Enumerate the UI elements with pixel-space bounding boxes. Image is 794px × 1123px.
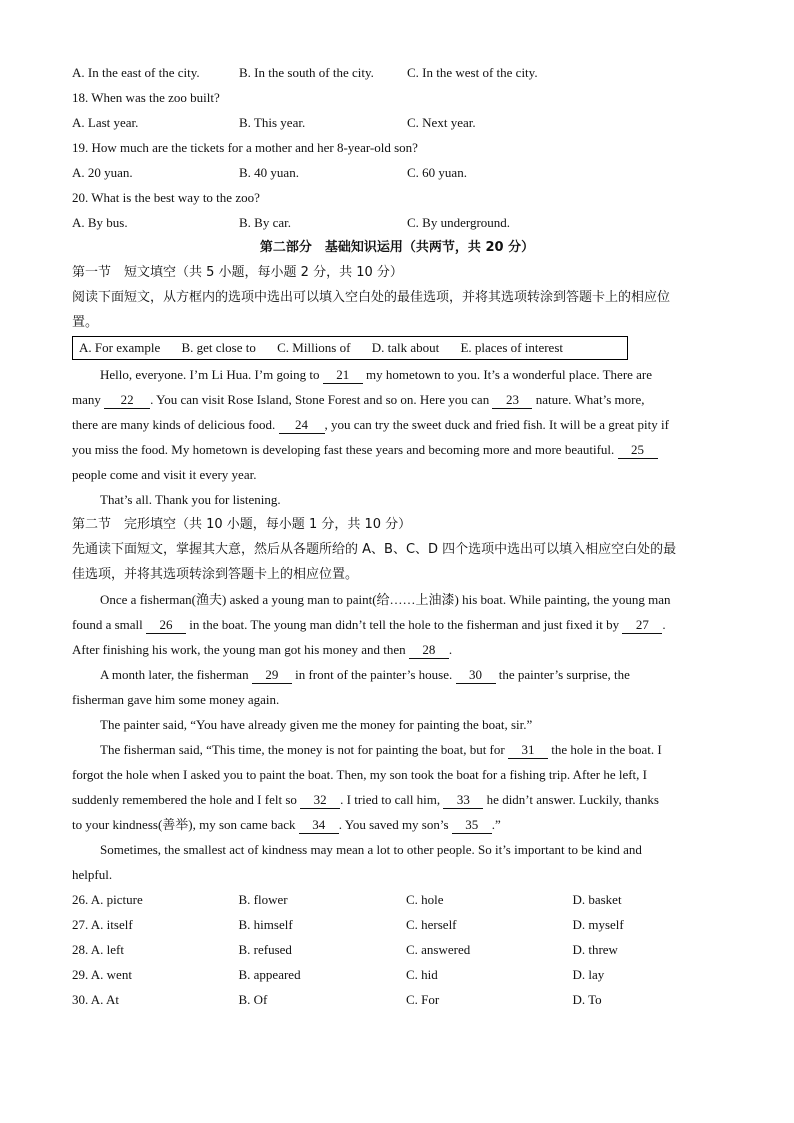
q20-stem: 20. What is the best way to the zoo? <box>72 190 260 205</box>
text: Hello, everyone. I’m Li Hua. I’m going to <box>100 367 323 382</box>
option-a: 27. A. itself <box>72 917 133 932</box>
exam-page <box>72 60 722 1012</box>
option-a: 29. A. went <box>72 967 132 982</box>
text: . You can visit Rose Island, Stone Forest and so on. Here you can <box>150 392 493 407</box>
answer-row-27 <box>72 912 722 937</box>
q18-stem: 18. When was the zoo built? <box>72 90 220 105</box>
passage2-line <box>72 812 722 837</box>
option-c: C. hole <box>405 892 444 907</box>
option-b: B. appeared <box>238 967 301 982</box>
option-b: B. By car. <box>239 215 291 230</box>
text: the painter’s surprise, the <box>495 667 630 682</box>
q18-options <box>72 110 722 135</box>
blank-26: 26 <box>146 617 186 634</box>
text: .” <box>491 817 501 832</box>
text: found a small <box>72 617 147 632</box>
passage2-line <box>72 737 722 762</box>
box-option-b: B. get close to <box>181 340 256 355</box>
blank-32: 32 <box>300 792 340 809</box>
option-c: C. herself <box>405 917 457 932</box>
box-option-e: E. places of interest <box>460 340 563 355</box>
blank-35: 35 <box>452 817 492 834</box>
option-d: D. To <box>572 992 602 1007</box>
option-a: 30. A. At <box>72 992 119 1007</box>
answer-row-26 <box>72 887 722 912</box>
option-b: B. In the south of the city. <box>239 65 374 80</box>
answer-row-28 <box>72 937 722 962</box>
option-a: A. By bus. <box>72 215 128 230</box>
passage2-line <box>72 662 722 687</box>
blank-22: 22 <box>104 392 150 409</box>
option-c: C. Next year. <box>407 115 476 130</box>
option-b: B. Of <box>238 992 268 1007</box>
text: in the boat. The young man didn’t tell the hole to the fisherman and just fixed it by <box>186 617 623 632</box>
option-c: C. By underground. <box>407 215 511 230</box>
text: he didn’t answer. Luckily, thanks <box>483 792 659 807</box>
passage2-line: fisherman gave him some money again. <box>72 692 280 707</box>
option-c: C. answered <box>405 942 471 957</box>
text: . <box>662 617 666 632</box>
blank-25: 25 <box>618 442 658 459</box>
text: you miss the food. My hometown is developing fast these years and becoming more and more beautiful. <box>72 442 618 457</box>
text: there are many kinds of delicious food. <box>72 417 279 432</box>
blank-24: 24 <box>279 417 325 434</box>
blank-33: 33 <box>443 792 483 809</box>
box-option-d: D. talk about <box>371 340 440 355</box>
blank-29: 29 <box>252 667 292 684</box>
q20-options <box>72 210 722 235</box>
text: nature. What’s more, <box>532 392 645 407</box>
text: in front of the painter’s house. <box>291 667 456 682</box>
option-c: C. In the west of the city. <box>407 65 538 80</box>
box-option-c: C. Millions of <box>277 340 351 355</box>
section2-instruction-cont: 佳选项，并将其选项转涂到答题卡上的相应位置。 <box>72 567 359 582</box>
passage2-line: Sometimes, the smallest act of kindness may mean a lot to other people. So it’s important to be kind and <box>100 842 642 857</box>
section2-title: 第二节 完形填空（共 10 小题，每小题 1 分，共 10 分） <box>72 517 412 532</box>
passage1-line <box>72 362 722 387</box>
option-c: C. For <box>405 992 440 1007</box>
option-b: B. flower <box>238 892 288 907</box>
q19-options <box>72 160 722 185</box>
option-d: D. basket <box>572 892 622 907</box>
q19-stem: 19. How much are the tickets for a mother and her 8-year-old son? <box>72 140 418 155</box>
passage1-line <box>72 387 722 412</box>
option-a: A. In the east of the city. <box>72 65 200 80</box>
passage1-line: people come and visit it every year. <box>72 467 257 482</box>
text: many <box>72 392 105 407</box>
option-a: A. 20 yuan. <box>72 165 133 180</box>
option-d: D. threw <box>572 942 618 957</box>
text: . I tried to call him, <box>340 792 444 807</box>
passage1-closing: That’s all. Thank you for listening. <box>100 492 281 507</box>
option-c: C. 60 yuan. <box>407 165 467 180</box>
text: After finishing his work, the young man got his money and then <box>72 642 409 657</box>
option-d: D. lay <box>572 967 605 982</box>
section2-instruction: 先通读下面短文，掌握其大意，然后从各题所给的 A、B、C、D 四个选项中选出可以填入相应空白处的最 <box>72 542 677 557</box>
option-d: D. myself <box>572 917 624 932</box>
blank-28: 28 <box>409 642 449 659</box>
section1-instruction-cont: 置。 <box>72 315 99 330</box>
option-a: 26. A. picture <box>72 892 143 907</box>
passage1-line <box>72 437 722 462</box>
text: suddenly remembered the hole and I felt so <box>72 792 301 807</box>
passage2-line <box>72 787 722 812</box>
section1-title: 第一节 短文填空（共 5 小题，每小题 2 分，共 10 分） <box>72 265 403 280</box>
option-a: A. Last year. <box>72 115 139 130</box>
passage2-line: forgot the hole when I asked you to paint the boat. Then, my son took the boat for a fishing trip. After he left, I <box>72 767 648 782</box>
text: my hometown to you. It’s a wonderful place. There are <box>362 367 653 382</box>
text: . <box>448 642 453 657</box>
option-c: C. hid <box>405 967 438 982</box>
blank-21: 21 <box>323 367 363 384</box>
text: The fisherman said, “This time, the money is not for painting the boat, but for <box>100 742 508 757</box>
option-b: B. This year. <box>239 115 306 130</box>
option-b: B. 40 yuan. <box>239 165 299 180</box>
passage2-line: helpful. <box>72 867 113 882</box>
text: to your kindness(善举), my son came back <box>72 817 299 832</box>
answer-row-30 <box>72 987 722 1012</box>
passage2-line: The painter said, “You have already given me the money for painting the boat, sir.” <box>100 717 533 732</box>
passage2-line: Once a fisherman(渔夫) asked a young man to paint(给……上油漆) his boat. While painting, the young man <box>100 592 671 607</box>
part2-heading: 第二部分 基础知识运用（共两节，共 20 分） <box>259 240 535 255</box>
blank-30: 30 <box>456 667 496 684</box>
blank-23: 23 <box>492 392 532 409</box>
option-a: 28. A. left <box>72 942 124 957</box>
text: the hole in the boat. I <box>547 742 662 757</box>
blank-27: 27 <box>622 617 662 634</box>
passage2-line <box>72 612 722 637</box>
text: , you can try the sweet duck and fried fish. It will be a great pity if <box>324 417 669 432</box>
blank-31: 31 <box>508 742 548 759</box>
passage1-line <box>72 412 722 437</box>
passage2-line <box>72 637 722 662</box>
blank-34: 34 <box>299 817 339 834</box>
section1-instruction: 阅读下面短文，从方框内的选项中选出可以填入空白处的最佳选项，并将其选项转涂到答题卡上的相应位 <box>72 290 671 305</box>
q17-options <box>72 60 722 85</box>
text: A month later, the fisherman <box>100 667 252 682</box>
box-option-a: A. For example <box>79 340 161 355</box>
answer-row-29 <box>72 962 722 987</box>
option-b: B. refused <box>238 942 292 957</box>
options-box <box>72 336 628 360</box>
option-b: B. himself <box>238 917 293 932</box>
text: . You saved my son’s <box>338 817 452 832</box>
